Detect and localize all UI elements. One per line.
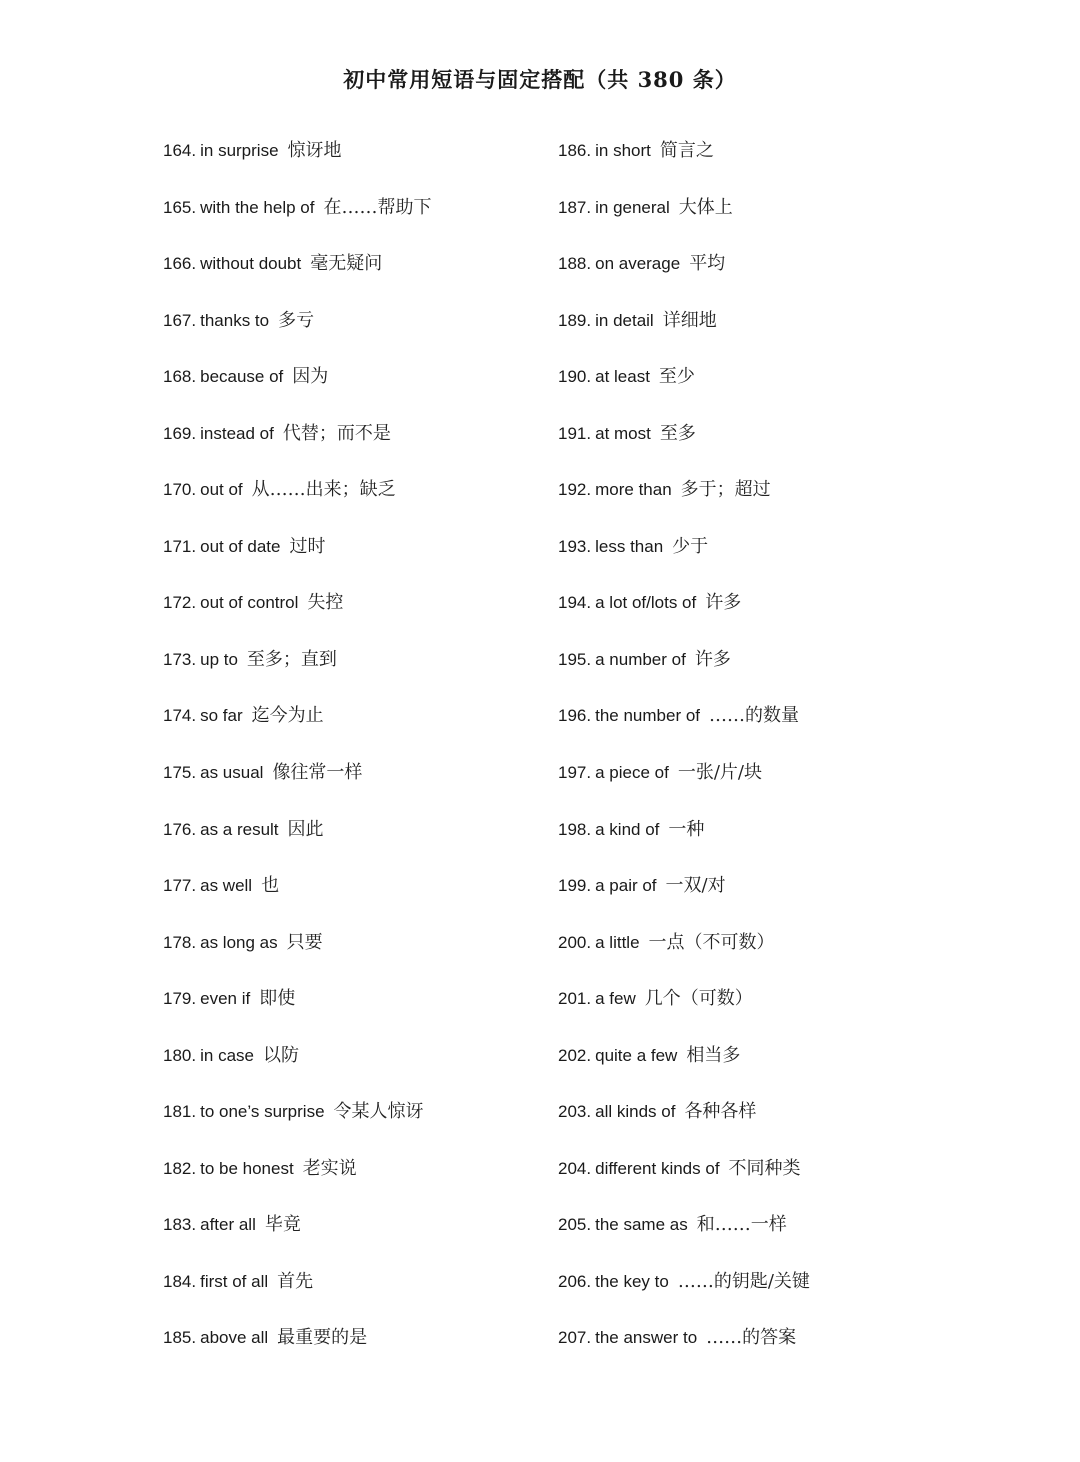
english-phrase: the number of: [595, 706, 701, 726]
chinese-meaning: 老实说: [302, 1157, 357, 1179]
phrase-number: 183: [163, 1215, 192, 1235]
phrase-number: 169: [163, 423, 192, 443]
english-phrase: a pair of: [595, 876, 657, 896]
chinese-meaning: 从……出来；缺乏: [251, 479, 396, 501]
phrase-entry: [558, 532, 978, 589]
phrase-number: 196: [558, 706, 587, 726]
english-phrase: a lot of/lots of: [595, 593, 697, 613]
phrase-entry: [163, 306, 583, 363]
phrase-entry: [558, 249, 978, 306]
phrase-entry: [163, 928, 583, 985]
english-phrase: a few: [595, 989, 636, 1009]
phrase-number: 174: [163, 706, 192, 726]
phrase-entry: [163, 1154, 583, 1211]
phrase-entry: [163, 532, 583, 589]
phrase-number: 186: [558, 141, 587, 160]
chinese-meaning: 因此: [287, 818, 324, 840]
phrase-entry: [558, 362, 978, 419]
number-separator: .: [191, 1102, 197, 1122]
phrase-entry: [163, 815, 583, 872]
number-separator: .: [191, 367, 197, 387]
number-separator: .: [586, 649, 592, 669]
english-phrase: on average: [595, 254, 681, 274]
english-phrase: without doubt: [200, 254, 302, 274]
phrase-number: 198: [558, 819, 587, 839]
number-separator: .: [191, 649, 197, 669]
number-separator: .: [191, 141, 197, 160]
english-phrase: at most: [595, 423, 651, 443]
chinese-meaning: 一张/片/块: [677, 762, 762, 784]
phrase-list-right: [558, 136, 978, 1380]
phrase-number: 173: [163, 649, 192, 669]
number-separator: .: [586, 310, 592, 330]
phrase-number: 166: [163, 254, 192, 274]
number-separator: .: [191, 876, 197, 896]
number-separator: .: [586, 1271, 592, 1291]
chinese-meaning: 以防: [262, 1044, 299, 1066]
chinese-meaning: 失控: [307, 592, 344, 614]
english-phrase: in general: [595, 197, 670, 217]
chinese-meaning: 惊讶地: [287, 140, 342, 161]
english-phrase: a kind of: [595, 819, 660, 839]
chinese-meaning: 在……帮助下: [323, 196, 432, 218]
phrase-number: 175: [163, 763, 192, 783]
english-phrase: as usual: [200, 763, 264, 783]
phrase-entry: [558, 815, 978, 872]
english-phrase: a number of: [595, 649, 686, 669]
page-title: 初中常用短语与固定搭配（共 380 条）: [343, 67, 737, 93]
number-separator: .: [586, 1045, 592, 1065]
phrase-number: 200: [558, 932, 587, 952]
chinese-meaning: 一点（不可数）: [648, 931, 775, 953]
english-phrase: to be honest: [200, 1158, 294, 1178]
phrase-entry: [163, 871, 583, 928]
chinese-meaning: 迄今为止: [251, 705, 324, 727]
english-phrase: after all: [200, 1215, 256, 1235]
number-separator: .: [586, 932, 592, 952]
english-phrase: out of control: [200, 593, 299, 613]
phrase-number: 188: [558, 254, 587, 274]
english-phrase: so far: [200, 706, 243, 726]
english-phrase: the key to: [595, 1271, 669, 1291]
english-phrase: as long as: [200, 932, 278, 952]
number-separator: .: [586, 536, 592, 556]
number-separator: .: [586, 593, 592, 613]
chinese-meaning: 即使: [259, 988, 296, 1010]
chinese-meaning: ……的钥匙/关键: [677, 1270, 810, 1292]
phrase-entry: [558, 984, 978, 1041]
number-separator: .: [191, 197, 197, 217]
chinese-meaning: 各种各样: [684, 1101, 757, 1123]
phrase-number: 185: [163, 1328, 192, 1348]
phrase-entry: [163, 701, 583, 758]
phrase-number: 176: [163, 819, 192, 839]
phrase-entry: [163, 984, 583, 1041]
english-phrase: in case: [200, 1045, 254, 1065]
phrase-entry: [163, 249, 583, 306]
phrase-number: 207: [558, 1328, 587, 1348]
chinese-meaning: 也: [261, 875, 280, 897]
english-phrase: even if: [200, 989, 251, 1009]
chinese-meaning: 简言之: [659, 140, 714, 161]
phrase-entry: [163, 136, 583, 193]
chinese-meaning: 大体上: [678, 196, 733, 218]
phrase-number: 197: [558, 763, 587, 783]
phrase-number: 177: [163, 876, 192, 896]
phrase-list-left: [163, 136, 583, 1380]
number-separator: .: [586, 1215, 592, 1235]
phrase-entry: [163, 193, 583, 250]
phrase-number: 179: [163, 989, 192, 1009]
number-separator: .: [191, 932, 197, 952]
phrase-entry: [163, 588, 583, 645]
chinese-meaning: 不同种类: [728, 1157, 801, 1179]
number-separator: .: [191, 593, 197, 613]
chinese-meaning: 至少: [658, 366, 695, 388]
phrase-number: 181: [163, 1102, 192, 1122]
phrase-number: 199: [558, 876, 587, 896]
number-separator: .: [586, 1158, 592, 1178]
number-separator: .: [191, 1158, 197, 1178]
number-separator: .: [586, 1328, 592, 1348]
phrase-entry: [558, 871, 978, 928]
phrase-entry: [163, 362, 583, 419]
english-phrase: out of date: [200, 536, 281, 556]
phrase-number: 164: [163, 141, 192, 160]
number-separator: .: [191, 1215, 197, 1235]
phrase-entry: [163, 1041, 583, 1098]
phrase-entry: [558, 928, 978, 985]
phrase-entry: [163, 758, 583, 815]
number-separator: .: [586, 876, 592, 896]
english-phrase: the answer to: [595, 1328, 698, 1348]
chinese-meaning: ……的数量: [709, 705, 800, 727]
phrase-number: 195: [558, 649, 587, 669]
phrase-entry: [558, 136, 978, 193]
chinese-meaning: 首先: [277, 1270, 314, 1292]
phrase-number: 170: [163, 480, 192, 500]
english-phrase: with the help of: [200, 197, 315, 217]
english-phrase: a little: [595, 932, 640, 952]
english-phrase: different kinds of: [595, 1158, 720, 1178]
chinese-meaning: 平均: [689, 253, 726, 275]
chinese-meaning: 令某人惊讶: [333, 1101, 424, 1123]
phrase-entry: [558, 1267, 978, 1324]
number-separator: .: [586, 141, 592, 160]
english-phrase: up to: [200, 649, 238, 669]
phrase-number: 194: [558, 593, 587, 613]
chinese-meaning: 许多: [705, 592, 742, 614]
english-phrase: because of: [200, 367, 284, 387]
english-phrase: as a result: [200, 819, 279, 839]
phrase-entry: [558, 645, 978, 702]
phrase-entry: [163, 1267, 583, 1324]
phrase-number: 182: [163, 1158, 192, 1178]
phrase-number: 180: [163, 1045, 192, 1065]
phrase-number: 165: [163, 197, 192, 217]
number-separator: .: [191, 480, 197, 500]
phrase-entry: [558, 758, 978, 815]
english-phrase: above all: [200, 1328, 269, 1348]
phrase-number: 167: [163, 310, 192, 330]
number-separator: .: [586, 706, 592, 726]
phrase-number: 201: [558, 989, 587, 1009]
phrase-number: 191: [558, 423, 587, 443]
phrase-number: 205: [558, 1215, 587, 1235]
phrase-number: 187: [558, 197, 587, 217]
english-phrase: all kinds of: [595, 1102, 676, 1122]
phrase-entry: [163, 1323, 583, 1380]
number-separator: .: [191, 1328, 197, 1348]
chinese-meaning: 许多: [694, 648, 731, 670]
chinese-meaning: 相当多: [686, 1044, 741, 1066]
english-phrase: more than: [595, 480, 672, 500]
chinese-meaning: 代替；而不是: [282, 422, 391, 444]
phrase-number: 204: [558, 1158, 587, 1178]
phrase-entry: [163, 1097, 583, 1154]
number-separator: .: [191, 763, 197, 783]
english-phrase: thanks to: [200, 310, 270, 330]
phrase-entry: [163, 419, 583, 476]
phrase-entry: [558, 1097, 978, 1154]
number-separator: .: [586, 254, 592, 274]
chinese-meaning: 至多: [659, 422, 696, 444]
chinese-meaning: 像往常一样: [272, 762, 363, 784]
chinese-meaning: 和……一样: [696, 1214, 787, 1236]
number-separator: .: [586, 367, 592, 387]
number-separator: .: [191, 819, 197, 839]
number-separator: .: [191, 989, 197, 1009]
chinese-meaning: 详细地: [662, 309, 717, 331]
phrase-number: 178: [163, 932, 192, 952]
phrase-entry: [558, 475, 978, 532]
english-phrase: a piece of: [595, 763, 669, 783]
phrase-entry: [163, 645, 583, 702]
phrase-number: 202: [558, 1045, 587, 1065]
english-phrase: out of: [200, 480, 243, 500]
phrase-number: 168: [163, 367, 192, 387]
english-phrase: instead of: [200, 423, 274, 443]
number-separator: .: [191, 310, 197, 330]
phrase-number: 189: [558, 310, 587, 330]
english-phrase: as well: [200, 876, 253, 896]
english-phrase: the same as: [595, 1215, 688, 1235]
number-separator: .: [191, 706, 197, 726]
phrase-entry: [558, 306, 978, 363]
number-separator: .: [586, 1102, 592, 1122]
phrase-entry: [558, 419, 978, 476]
phrase-number: 171: [163, 536, 192, 556]
number-separator: .: [586, 763, 592, 783]
phrase-number: 190: [558, 367, 587, 387]
chinese-meaning: ……的答案: [706, 1327, 797, 1349]
chinese-meaning: 过时: [289, 535, 326, 557]
english-phrase: at least: [595, 367, 650, 387]
chinese-meaning: 几个（可数）: [644, 988, 753, 1010]
number-separator: .: [191, 1045, 197, 1065]
phrase-number: 203: [558, 1102, 587, 1122]
english-phrase: quite a few: [595, 1045, 678, 1065]
chinese-meaning: 毫无疑问: [310, 253, 383, 275]
chinese-meaning: 一双/对: [665, 875, 726, 897]
number-separator: .: [586, 197, 592, 217]
english-phrase: to one’s surprise: [200, 1102, 325, 1122]
chinese-meaning: 少于: [672, 535, 709, 557]
phrase-entry: [558, 588, 978, 645]
number-separator: .: [586, 819, 592, 839]
english-phrase: in surprise: [200, 141, 279, 160]
english-phrase: first of all: [200, 1271, 269, 1291]
phrase-number: 184: [163, 1271, 192, 1291]
chinese-meaning: 一种: [668, 818, 705, 840]
phrase-entry: [558, 701, 978, 758]
phrase-number: 193: [558, 536, 587, 556]
chinese-meaning: 至多；直到: [246, 648, 337, 670]
number-separator: .: [191, 1271, 197, 1291]
chinese-meaning: 毕竟: [264, 1214, 301, 1236]
number-separator: .: [586, 989, 592, 1009]
english-phrase: in short: [595, 141, 651, 160]
number-separator: .: [191, 536, 197, 556]
number-separator: .: [191, 254, 197, 274]
phrase-entry: [558, 1210, 978, 1267]
phrase-number: 172: [163, 593, 192, 613]
phrase-entry: [558, 193, 978, 250]
phrase-entry: [558, 1041, 978, 1098]
phrase-number: 206: [558, 1271, 587, 1291]
number-separator: .: [586, 480, 592, 500]
number-separator: .: [586, 423, 592, 443]
english-phrase: less than: [595, 536, 664, 556]
chinese-meaning: 多亏: [278, 309, 315, 331]
phrase-entry: [558, 1323, 978, 1380]
english-phrase: in detail: [595, 310, 654, 330]
phrase-entry: [163, 475, 583, 532]
number-separator: .: [191, 423, 197, 443]
phrase-entry: [558, 1154, 978, 1211]
chinese-meaning: 因为: [292, 366, 329, 388]
phrase-number: 192: [558, 480, 587, 500]
chinese-meaning: 多于；超过: [680, 479, 771, 501]
chinese-meaning: 只要: [286, 931, 323, 953]
phrase-entry: [163, 1210, 583, 1267]
chinese-meaning: 最重要的是: [277, 1327, 368, 1349]
